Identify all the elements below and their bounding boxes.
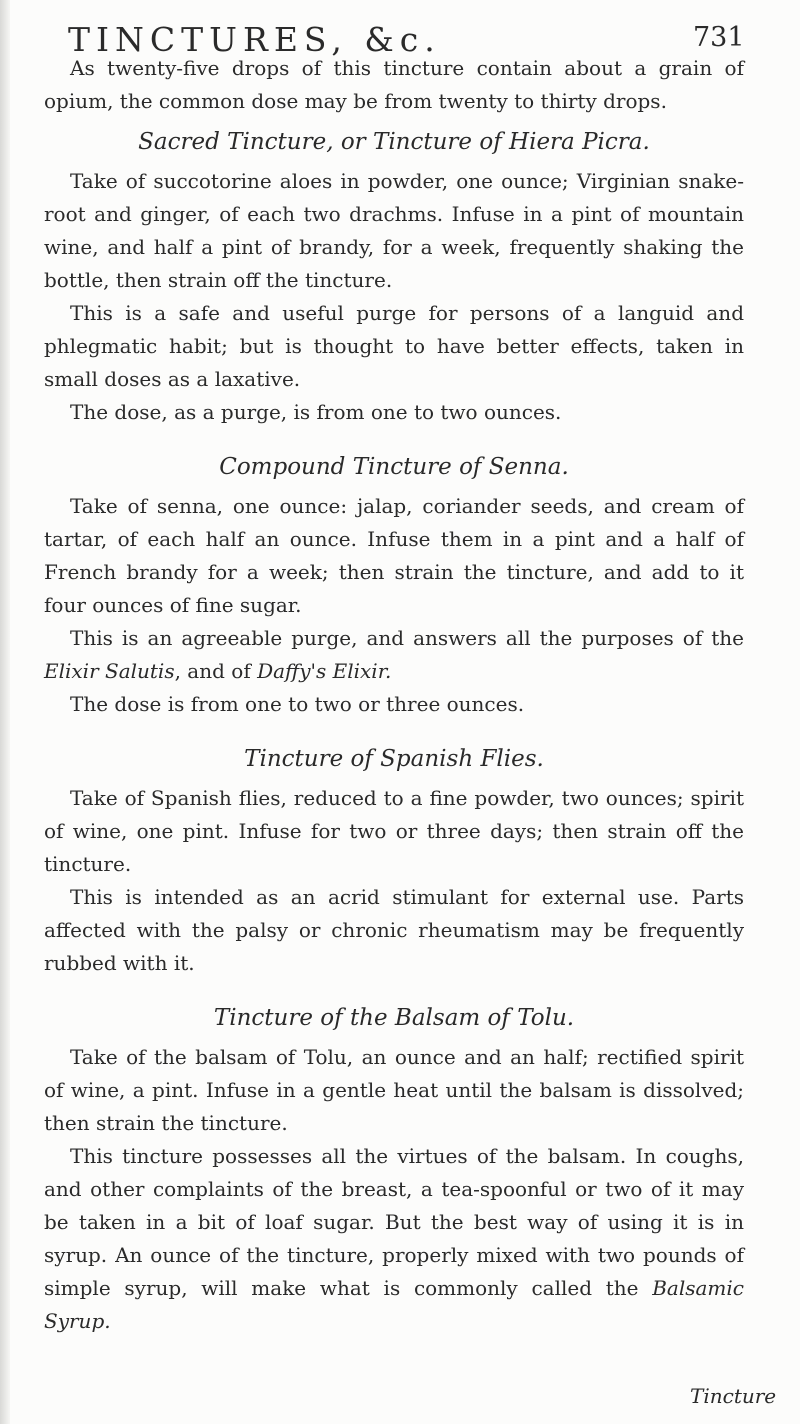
balsamic-syrup: Balsamic Syrup. (44, 1276, 744, 1333)
senna-tincture-dose: The dose is from one to two or three ounces. (70, 692, 525, 716)
body-text (44, 52, 744, 1338)
senna-use-text-b: , and of (174, 659, 258, 683)
intro-paragraph: As twenty-five drops of this tincture contain about a grain of opium, the common dose may be from twenty to thirty drops. (44, 56, 744, 113)
spanish-flies-heading: Tincture of Spanish Flies. (244, 746, 544, 772)
section-gap (44, 429, 744, 443)
sacred-tincture-heading: Sacred Tincture, or Tincture of Hiera Picra. (138, 129, 650, 155)
tolu-tincture-heading: Tincture of the Balsam of Tolu. (213, 1005, 575, 1031)
tolu-tincture-recipe: Take of the balsam of Tolu, an ounce and an half; rectified spirit of wine, a pint. Infuse in a gentle heat until the balsam is dissolved; then strain the tincture. (44, 1045, 744, 1135)
tolu-use-text: This tincture possesses all the virtues of the balsam. In coughs, and other complaints of the breast, a tea-spoonful or two of it may be taken in a bit of loaf sugar. But the best way of using it is in syrup. An ounce of the tincture, properly mixed with two pounds of simple syrup, will make what is commonly called the (44, 1144, 744, 1300)
tolu-tincture-use (44, 1140, 744, 1338)
daffys-elixir: Daffy's Elixir. (257, 659, 392, 683)
senna-tincture-use (44, 622, 744, 688)
section-gap (44, 980, 744, 994)
page-number: 731 (693, 22, 745, 53)
running-title: TINCTURES, &c. (68, 20, 441, 59)
page-gutter (0, 0, 10, 1424)
spanish-flies-use: This is intended as an acrid stimulant for external use. Parts affected with the palsy or chronic rheumatism may be frequently rubbed with it. (44, 885, 744, 975)
elixir-salutis: Elixir Salutis (44, 659, 175, 683)
senna-use-text-a: This is an agreeable purge, and answers all the purposes of the (70, 626, 744, 650)
sacred-tincture-use: This is a safe and useful purge for persons of a languid and phlegmatic habit; but is thought to have better effects, taken in small doses as a laxative. (44, 301, 744, 391)
senna-tincture-recipe: Take of senna, one ounce: jalap, coriander seeds, and cream of tartar, of each half an ounce. Infuse them in a pint and a half of French brandy for a week; then strain the tincture, and add to it four ounces of fine sugar. (44, 494, 744, 617)
sacred-tincture-recipe: Take of succotorine aloes in powder, one ounce; Virginian snake-root and ginger, of each two drachms. Infuse in a pint of mountain wine, and half a pint of brandy, for a week, frequently shaking the bottle, then strain off the tincture. (44, 169, 744, 292)
senna-tincture-heading: Compound Tincture of Senna. (219, 454, 569, 480)
sacred-tincture-dose: The dose, as a purge, is from one to two ounces. (70, 400, 562, 424)
catchword: Tincture (690, 1384, 777, 1408)
spanish-flies-recipe: Take of Spanish flies, reduced to a fine powder, two ounces; spirit of wine, one pint. Infuse for two or three days; then strain off the tincture. (44, 786, 744, 876)
section-gap (44, 721, 744, 735)
